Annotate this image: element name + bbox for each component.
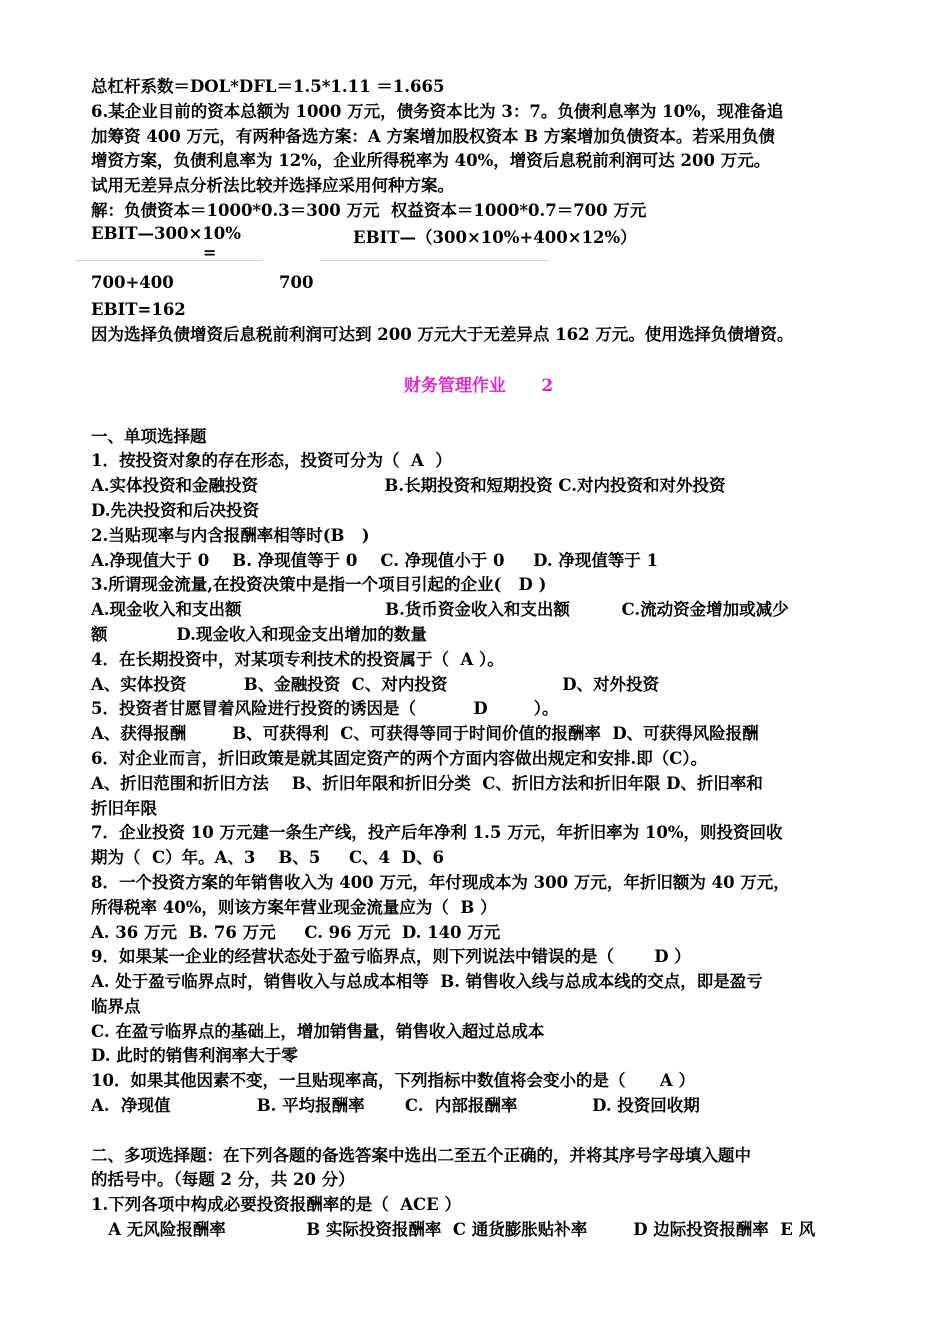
fraction-bars	[91, 242, 866, 274]
text-line: 6.某企业目前的资本总额为 1000 万元，债务资本比为 3：7。负债利息率为 10%，现准备追	[91, 101, 784, 121]
blank-line	[91, 1119, 866, 1144]
text-line: 因为选择负债增资后息税前利润可达到 200 万元大于无差异点 162 万元。使用选择负债增资。	[91, 324, 794, 344]
question-line: 7．企业投资 10 万元建一条生产线，投产后年净利 1.5 万元，年折旧率为 10%，则投资回收	[91, 823, 783, 843]
question-line: 1．按投资对象的存在形态，投资可分为（ A ）	[91, 451, 452, 471]
fraction-denominators	[91, 273, 866, 298]
question-line: 10．如果其他因素不变，一旦贴现率高，下列指标中数值将会变小的是（ A ）	[91, 1071, 695, 1091]
text-line: 增资方案，负债利息率为 12%，企业所得税率为 40%，增资后息税前利润可达 200 万元。	[91, 151, 771, 171]
question-line: A.实体投资和金融投资 B.长期投资和短期投资 C.对内投资和对外投资	[91, 476, 726, 496]
question-line: 2.当贴现率与内含报酬率相等时(B )	[91, 525, 370, 545]
single-choice-heading: 一、单项选择题	[91, 426, 207, 446]
right-denominator: 700	[279, 273, 314, 293]
question-line: 的括号中。（每题 2 分，共 20 分）	[91, 1170, 355, 1190]
question-line: 3.所谓现金流量,在投资决策中是指一个项目引起的企业( D )	[91, 575, 547, 595]
multi-choice-questions	[91, 1144, 866, 1243]
question-line: A、实体投资 B、金融投资 C、对内投资 D、对外投资	[91, 674, 660, 694]
question-line: A. 36 万元 B. 76 万元 C. 96 万元 D. 140 万元	[91, 922, 501, 942]
question-line: A.现金收入和支出额 B.货币资金收入和支出额 C.流动资金增加或减少	[91, 600, 789, 620]
problem-6-block	[91, 75, 866, 224]
question-line: 4．在长期投资中，对某项专利技术的投资属于（ A ）。	[91, 649, 504, 669]
question-line: 8．一个投资方案的年销售收入为 400 万元，年付现成本为 300 万元，年折旧额为 40 万元，	[91, 872, 790, 892]
question-line: A. 净现值 B. 平均报酬率 C. 内部报酬率 D. 投资回收期	[91, 1096, 700, 1116]
question-line: 额 D.现金收入和现金支出增加的数量	[91, 624, 427, 644]
question-line: C. 在盈亏临界点的基础上，增加销售量，销售收入超过总成本	[91, 1021, 545, 1041]
left-numerator: EBIT—300×10%	[91, 223, 241, 243]
question-line: 折旧年限	[91, 798, 157, 818]
question-line: D.先决投资和后决投资	[91, 500, 259, 520]
left-denominator: 700+400	[91, 273, 174, 293]
text-line: 加筹资 400 万元，有两种备选方案：A 方案增加股权资本 B 方案增加负债资本。若采用负债	[91, 126, 775, 146]
question-line: 5．投资者甘愿冒着风险进行投资的诱因是（ D ）。	[91, 699, 559, 719]
question-line: A 无风险报酬率 B 实际投资报酬率 C 通货膨胀贴补率 D 边际投资报酬率 E 风	[91, 1220, 816, 1240]
question-line: 二、多项选择题：在下列各题的备选答案中选出二至五个正确的，并将其序号字母填入题中	[91, 1145, 751, 1165]
right-numerator: EBIT—（300×10%+400×12%）	[353, 227, 637, 247]
text-line: EBIT=162	[91, 300, 186, 320]
question-line: A、获得报酬 B、可获得利 C、可获得等同于时间价值的报酬率 D、可获得风险报酬	[91, 724, 759, 744]
question-line: A、折旧范围和折旧方法 B、折旧年限和折旧分类 C、折旧方法和折旧年限 D、折旧率和	[91, 773, 763, 793]
section-title: 财务管理作业 2	[403, 375, 554, 396]
question-line: 期为（ C）年。A、3 B、5 C、4 D、6	[91, 848, 444, 868]
text-line: 解：负债资本＝1000*0.3＝300 万元 权益资本＝1000*0.7＝700 万元	[91, 200, 647, 220]
question-line: 6．对企业而言，折旧政策是就其固定资产的两个方面内容做出规定和安排.即（C）。	[91, 748, 708, 768]
single-choice-questions	[91, 449, 866, 1119]
left-fraction-bar	[76, 260, 262, 261]
document-page	[91, 75, 866, 1243]
question-line: A.净现值大于 0 B. 净现值等于 0 C. 净现值小于 0 D. 净现值等于 1	[91, 550, 659, 570]
equals-sign: =	[203, 242, 217, 262]
text-line: 试用无差异点分析法比较并选择应采用何种方案。	[91, 176, 454, 196]
question-line: 9．如果某一企业的经营状态处于盈亏临界点，则下列说法中错误的是（ D ）	[91, 947, 691, 967]
question-line: A. 处于盈亏临界点时，销售收入与总成本相等 B. 销售收入线与总成本线的交点，即是盈亏	[91, 972, 763, 992]
question-line: 所得税率 40%，则该方案年营业现金流量应为（ B ）	[91, 897, 497, 917]
question-line: 临界点	[91, 996, 141, 1016]
text-line: 总杠杆系数＝DOL*DFL＝1.5*1.11 ＝1.665	[91, 77, 445, 96]
question-line: 1.下列各项中构成必要投资报酬率的是（ ACE ）	[91, 1195, 461, 1215]
right-fraction-bar	[321, 260, 549, 261]
solution-conclusion	[91, 298, 866, 348]
question-line: D. 此时的销售利润率大于零	[91, 1046, 298, 1066]
